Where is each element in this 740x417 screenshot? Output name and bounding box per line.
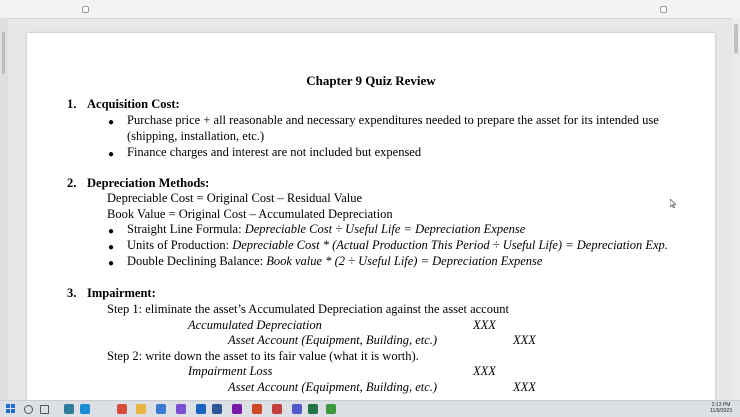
media-icon[interactable] [176,404,186,414]
entry1-debit-amount: XXX [473,318,496,332]
double-declining-expression: Book value * (2 ÷ Useful Life) = Depreciation Expense [266,254,543,268]
teams-icon[interactable] [292,404,302,414]
onenote-icon[interactable] [232,404,242,414]
depreciable-cost-line: Depreciable Cost = Original Cost – Residual Value [107,191,363,205]
horizontal-ruler[interactable] [0,0,740,19]
clock-time: 2:13 PM [711,402,731,408]
entry1-credit-amount: XXX [513,333,536,347]
vertical-scrollbar[interactable] [732,18,740,400]
bullet-icon: ● [108,258,115,269]
entry2-credit-account: Asset Account (Equipment, Building, etc.) [228,380,438,394]
document-title: Chapter 9 Quiz Review [306,73,436,88]
entry2-credit-amount: XXX [513,380,536,394]
units-of-production-expression: Depreciable Cost * (Actual Production This Period ÷ Useful Life) = Depreciation Exp. [232,238,668,252]
indent-marker-icon[interactable] [82,6,89,13]
word-icon[interactable] [212,404,222,414]
outlook-icon[interactable] [196,404,206,414]
straight-line-expression: Depreciable Cost ÷ Useful Life = Depreciation Expense [244,222,526,236]
bullet-icon: ● [108,226,115,237]
entry2-debit-amount: XXX [473,364,496,378]
vertical-ruler-margin [2,32,5,74]
bullet-icon: ● [108,117,115,128]
edge-icon[interactable] [80,404,90,414]
search-icon[interactable] [24,405,33,414]
entry1-credit-account: Asset Account (Equipment, Building, etc.) [228,333,438,347]
section-1-bullet-2: Finance charges and interest are not included but expensed [127,145,422,159]
task-view-icon[interactable] [40,405,49,414]
section-2-heading: Depreciation Methods: [87,176,210,190]
double-declining-formula [127,254,687,270]
file-explorer-icon[interactable] [136,404,146,414]
units-of-production-label: Units of Production: [127,238,233,252]
impairment-step-1: Step 1: eliminate the asset’s Accumulated Depreciation against the asset account [107,302,509,316]
vertical-ruler [0,18,8,400]
scrollbar-thumb[interactable] [734,24,738,54]
document-page[interactable] [27,33,715,400]
system-clock[interactable] [710,402,732,414]
clock-date: 11/9/2023 [710,408,732,414]
widgets-icon[interactable] [64,404,74,414]
windows-start-icon[interactable] [6,404,16,414]
units-of-production-formula [127,238,707,254]
section-2-number: 2. [67,176,77,190]
camtasia-icon[interactable] [326,404,336,414]
entry1-debit-account: Accumulated Depreciation [188,318,322,332]
right-indent-marker-icon[interactable] [660,6,667,13]
mouse-cursor-icon [670,199,676,208]
excel-icon[interactable] [308,404,318,414]
section-3-number: 3. [67,286,77,300]
section-1-bullet-1: Purchase price + all reasonable and necessary expenditures needed to prepare the asset for its intended use (shipping, installation, etc.) [127,113,659,143]
section-1-number: 1. [67,97,77,111]
section-3-heading: Impairment: [87,286,156,300]
app-icon[interactable] [272,404,282,414]
chrome-icon[interactable] [117,404,127,414]
entry2-debit-account: Impairment Loss [188,364,273,378]
bullet-icon: ● [108,149,115,160]
section-1-heading: Acquisition Cost: [87,97,180,111]
bullet-icon: ● [108,242,115,253]
straight-line-formula [127,222,687,238]
powerpoint-icon[interactable] [252,404,262,414]
impairment-step-2: Step 2: write down the asset to its fair value (what it is worth). [107,349,419,363]
store-icon[interactable] [156,404,166,414]
double-declining-label: Double Declining Balance: [127,254,267,268]
straight-line-label: Straight Line Formula: [127,222,245,236]
book-value-line: Book Value = Original Cost – Accumulated Depreciation [107,207,393,221]
taskbar [0,400,740,417]
